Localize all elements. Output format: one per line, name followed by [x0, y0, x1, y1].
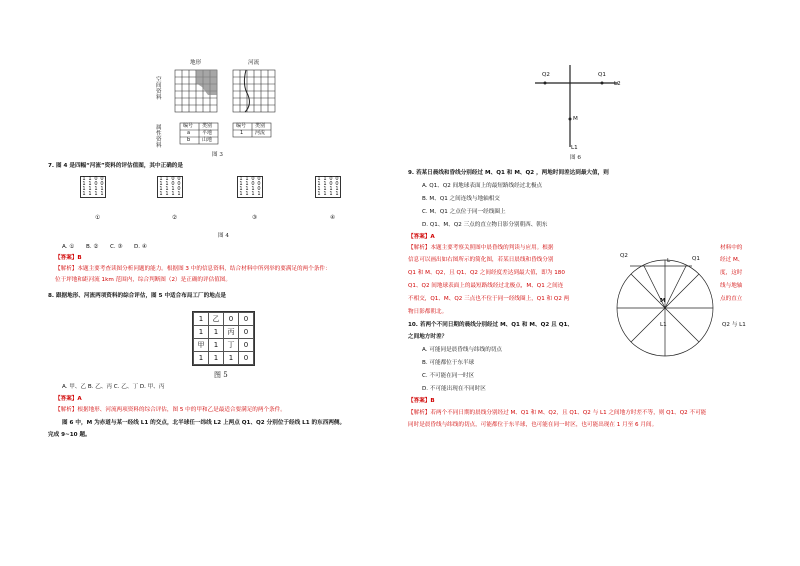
q9-analysis-1: 【解析】本题主要考察关照图中晨昏线的判读与应用。根据 — [408, 245, 554, 251]
grid-cell: 1 — [100, 186, 104, 192]
grid-cell: 1 — [165, 181, 169, 187]
q8-answer: 【答案】A — [55, 396, 82, 402]
q9-option-a: A. Q1、Q2 间地球表面上的最短路线经过北极点 — [422, 183, 543, 189]
attr-left-b-type: 山地 — [202, 137, 213, 143]
fig6-q1: Q1 — [598, 72, 606, 78]
grid-cell: 1 — [245, 186, 249, 192]
figure-3 — [150, 55, 300, 160]
circle-figure — [610, 250, 720, 370]
grid-cell: 1 — [317, 181, 321, 187]
q7-option-c: C. ③ — [110, 244, 123, 250]
question-10: 10. 若两个不同日期的晨线分别经过 M、Q1 和 M、Q2 且 Q1、 — [408, 322, 573, 328]
eval-grid-3-table — [238, 177, 262, 197]
q9-analysis-6: 物日影都朝北。 — [408, 309, 448, 315]
q10-option-c: C. 不可能在同一时区 — [422, 373, 475, 379]
grid-cell: 1 — [194, 352, 209, 365]
eval-grid-3-label: ③ — [252, 215, 258, 221]
figure-6-caption: 图 6 — [570, 155, 581, 161]
grid-cell: 0 — [335, 176, 339, 182]
q7-option-d: D. ④ — [134, 244, 147, 250]
grid-cell: 0 — [177, 176, 181, 182]
grid-cell: 1 — [329, 191, 333, 197]
grid-cell: 1 — [88, 176, 92, 182]
grid-cell: 1 — [245, 176, 249, 182]
grid-row — [194, 326, 254, 339]
eval-grid-2-table — [158, 177, 182, 197]
grid-cell: 1 — [209, 339, 224, 352]
grid-cell: 1 — [335, 186, 339, 192]
q8-lead-2: 完成 9~10 题。 — [48, 432, 91, 438]
grid-cell: 0 — [177, 186, 181, 192]
grid-cell: 1 — [239, 181, 243, 187]
grid-cell: 1 — [239, 191, 243, 197]
grid-cell: 1 — [323, 176, 327, 182]
grid-cell: 1 — [171, 186, 175, 192]
attr-left-a-type: 平地 — [202, 130, 213, 136]
q9-option-d: D. Q1、M、Q2 三点的直立物日影分别朝西、朝东 — [422, 222, 548, 228]
grid-cell: 1 — [177, 191, 181, 197]
grid-cell: 1 — [82, 191, 86, 197]
q9-option-c: C. M、Q1 之点位于同一经线圈上 — [422, 209, 506, 215]
grid-cell: 1 — [194, 313, 209, 326]
figure-6 — [530, 55, 630, 165]
eval-grid-4-label: ④ — [330, 215, 336, 221]
grid-cell: 0 — [224, 313, 239, 326]
grid-cell: 1 — [88, 181, 92, 187]
grid-cell: 1 — [165, 191, 169, 197]
grid-cell: 1 — [88, 186, 92, 192]
q9-side-4: 线与地轴 — [720, 283, 743, 289]
grid-cell: 1 — [82, 181, 86, 187]
attr-left-h2: 类别 — [202, 123, 213, 129]
circle-m: M — [660, 298, 666, 304]
q9-side-1: 材料中的 — [720, 245, 743, 251]
figure-3-drawing — [150, 55, 300, 160]
grid-cell: 0 — [94, 176, 98, 182]
q8-analysis: 【解析】根据地形、河流两项资料的综合评估，图 5 中的甲和乙是最适合要满足的两个条件。 — [55, 407, 286, 413]
grid-cell: 1 — [323, 186, 327, 192]
grid-cell: 0 — [100, 176, 104, 182]
grid-cell: 0 — [239, 352, 254, 365]
eval-grid-1-label: ① — [95, 215, 101, 221]
grid-row — [194, 339, 254, 352]
grid-cell: 0 — [239, 313, 254, 326]
circle-l1: L1 — [660, 322, 667, 328]
q9-analysis-3: Q1 和 M、Q2，且 Q1、Q2 之间经度差达到最大值，即为 180 — [408, 270, 565, 276]
figure-3-spatial-label: 空间资料 — [156, 77, 162, 101]
fig6-m: M — [573, 116, 578, 122]
q10-analysis-2: 同时是晨昏线与纬线的切点，可能都位于东半球，也可能在同一时区，也可能出现在 1 月至 6 月间。 — [408, 422, 658, 428]
grid-cell: 0 — [239, 326, 254, 339]
q9-analysis-5: 不相交，Q1、M、Q2 三点也不位于同一经线圈上，Q1 和 Q2 两 — [408, 296, 570, 302]
q9-side-2: 经过 M、 — [720, 257, 744, 263]
eval-grid-3 — [237, 176, 263, 198]
grid-cell: 1 — [171, 191, 175, 197]
grid-row — [194, 352, 254, 365]
grid-cell: 1 — [82, 176, 86, 182]
grid-cell: 1 — [239, 176, 243, 182]
question-10-cont: 之间地方时差？ — [408, 334, 448, 340]
figure-5-caption: 图 5 — [214, 371, 228, 379]
fig6-l1: L1 — [571, 145, 578, 151]
grid-cell: 1 — [323, 191, 327, 197]
figure-4-caption: 图 4 — [218, 233, 229, 239]
circle-side-text: Q2 与 L1 — [722, 322, 746, 328]
attr-left-a: a — [187, 130, 191, 136]
grid-cell: 1 — [159, 186, 163, 192]
grid-cell: 1 — [323, 181, 327, 187]
circle-l: L — [667, 258, 671, 264]
grid-cell: 1 — [94, 186, 98, 192]
grid-cell: 0 — [171, 176, 175, 182]
grid-row — [194, 313, 254, 326]
grid-cell: 0 — [171, 181, 175, 187]
grid-cell: 0 — [257, 176, 261, 182]
attr-right-1-type: 河流 — [255, 130, 266, 136]
grid-cell: 0 — [251, 181, 255, 187]
question-8: 8. 跟据地形、河流两项资料的综合评估，图 5 中适合布局工厂的地点是 — [48, 293, 226, 299]
figure-3-caption: 图 3 — [212, 152, 223, 158]
grid-cell: 1 — [251, 186, 255, 192]
q9-answer: 【答案】A — [408, 234, 435, 240]
attr-right-h1: 编号 — [236, 123, 247, 129]
grid-cell: 0 — [257, 181, 261, 187]
grid-cell: 丁 — [224, 339, 239, 352]
grid-row — [316, 192, 340, 197]
grid-cell: 1 — [82, 186, 86, 192]
question-9: 9. 若某日晨线和昏线分别经过 M、Q1 和 M、Q2 ，两地时间差达到最大值，则 — [408, 170, 609, 176]
grid-cell: 1 — [165, 176, 169, 182]
q7-answer: 【答案】B — [55, 255, 82, 261]
q9-option-b: B. M、Q1 之间连线与地轴相交 — [422, 196, 500, 202]
figure-5-table — [193, 312, 254, 365]
grid-cell: 1 — [194, 326, 209, 339]
q10-answer: 【答案】B — [408, 398, 435, 404]
grid-cell: 1 — [159, 176, 163, 182]
grid-cell: 0 — [251, 176, 255, 182]
grid-cell: 1 — [245, 181, 249, 187]
eval-grid-2 — [157, 176, 183, 198]
eval-grid-2-label: ② — [172, 215, 178, 221]
grid-cell: 0 — [329, 176, 333, 182]
grid-cell: 1 — [224, 352, 239, 365]
grid-cell: 0 — [335, 181, 339, 187]
grid-cell: 0 — [94, 181, 98, 187]
eval-grid-1-table — [81, 177, 105, 197]
q9-side-3: 度，这时 — [720, 270, 743, 276]
grid-cell: 1 — [209, 352, 224, 365]
grid-cell: 1 — [329, 186, 333, 192]
q8-lead: 图 6 中，M 为赤道与某一经线 L1 的交点，北半球任一纬线 L2 上两点 Q1、Q2 分别位于经线 L1 的东西两侧。 — [62, 420, 346, 426]
grid-row — [81, 192, 105, 197]
q10-analysis: 【解析】若两个不同日期的晨线分别经过 M、Q1 和 M、Q2，且 Q1、Q2 与 L1 之间地方时差不等，则 Q1、Q2 不可能 — [408, 410, 707, 416]
grid-cell: 1 — [317, 176, 321, 182]
grid-cell: 丙 — [224, 326, 239, 339]
circle-q2: Q2 — [620, 253, 628, 259]
grid-cell: 1 — [257, 191, 261, 197]
attr-right-h2: 类别 — [255, 123, 266, 129]
q7-option-b: B. ② — [86, 244, 99, 250]
grid-cell: 1 — [239, 186, 243, 192]
question-7: 7. 图 4 是四幅“河流”资料的评估值图，其中正确的是 — [48, 163, 183, 169]
q10-option-b: B. 可能都位于东半球 — [422, 360, 475, 366]
grid-cell: 0 — [329, 181, 333, 187]
q9-analysis-2: 信息可以画出如右图所示的简化图，若某日晨线和昏线分别 — [408, 257, 554, 263]
grid-cell: 1 — [335, 191, 339, 197]
figure-5-grid — [192, 311, 255, 366]
attr-left-h1: 编号 — [183, 123, 194, 129]
grid-cell: 1 — [317, 186, 321, 192]
grid-cell: 1 — [88, 191, 92, 197]
attr-left-b: b — [187, 137, 191, 143]
grid-cell: 1 — [251, 191, 255, 197]
grid-cell: 0 — [239, 339, 254, 352]
q9-analysis-4: Q1、Q2 间地球表面上的最短路线经过北极点，M、Q1 之间连 — [408, 283, 564, 289]
grid-cell: 1 — [165, 186, 169, 192]
attr-right-1: 1 — [240, 130, 244, 136]
eval-grid-4-table — [316, 177, 340, 197]
q7-analysis-2: 位于坪地和距河流 1km 范围内，综合判断图（2）是正确的评估值图。 — [55, 277, 231, 283]
grid-cell: 1 — [159, 181, 163, 187]
q10-option-a: A. 可能同是晨昏线与纬线的切点 — [422, 347, 503, 353]
grid-cell: 1 — [159, 191, 163, 197]
grid-cell: 乙 — [209, 313, 224, 326]
fig6-l2: L2 — [614, 81, 621, 87]
grid-cell: 1 — [94, 191, 98, 197]
q8-options: A. 甲、乙 B. 乙、丙 C. 乙、丁 D. 甲、丙 — [62, 384, 165, 390]
figure-3-left-title: 地形 — [190, 60, 202, 66]
fig6-q2: Q2 — [542, 72, 550, 78]
grid-cell: 1 — [317, 191, 321, 197]
grid-row — [238, 192, 262, 197]
q9-side-5: 点的直立 — [720, 296, 743, 302]
grid-cell: 1 — [209, 326, 224, 339]
grid-cell: 0 — [100, 181, 104, 187]
eval-grid-1 — [80, 176, 106, 198]
grid-cell: 1 — [100, 191, 104, 197]
grid-cell: 0 — [257, 186, 261, 192]
grid-row — [158, 192, 182, 197]
grid-cell: 0 — [177, 181, 181, 187]
circle-q1: Q1 — [692, 256, 700, 262]
eval-grid-4 — [315, 176, 341, 198]
q10-option-d: D. 不可能出现在不同时区 — [422, 386, 486, 392]
figure-3-attr-label: 属性资料 — [156, 125, 162, 149]
q7-option-a: A. ① — [62, 244, 75, 250]
q7-analysis: 【解析】本题主要考查读图分析问题的能力。根据图 3 中的信息资料，结合材料中所列举的要满足的两个条件： — [55, 266, 331, 272]
grid-cell: 1 — [245, 191, 249, 197]
grid-cell: 甲 — [194, 339, 209, 352]
circle-figure-drawing — [610, 250, 720, 370]
figure-3-right-title: 河流 — [248, 60, 260, 66]
